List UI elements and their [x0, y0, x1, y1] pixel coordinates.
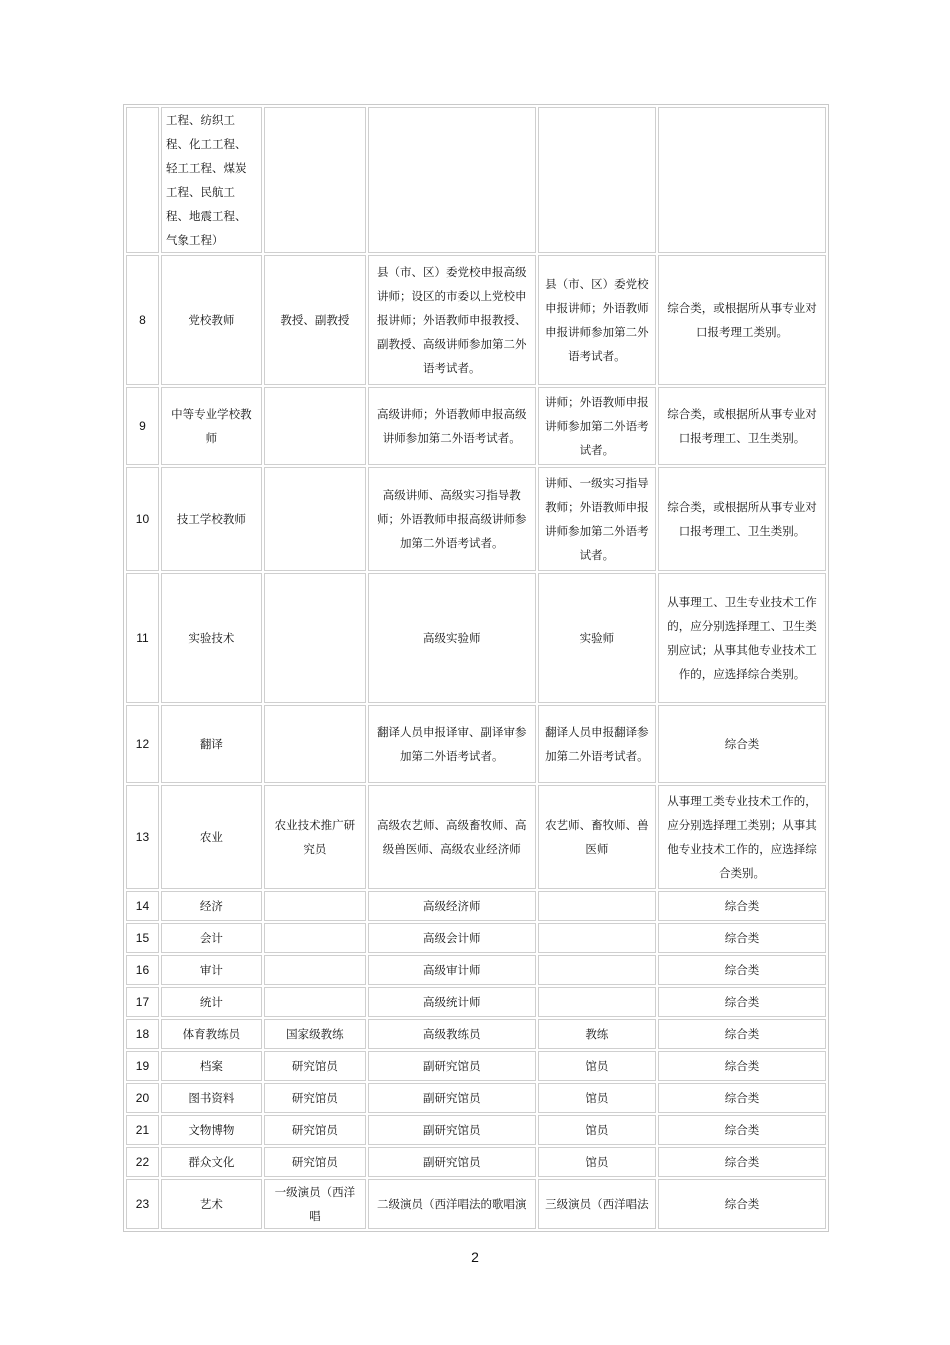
table-row	[126, 785, 826, 889]
cell-c3	[264, 107, 366, 253]
cell-no: 16	[126, 955, 159, 985]
title-exam-category-table	[123, 104, 829, 1232]
cell-c5: 农艺师、畜牧师、兽医师	[538, 785, 656, 889]
qualification-table-page	[123, 104, 829, 1232]
cell-c3: 研究馆员	[264, 1051, 366, 1081]
cell-c4: 二级演员（西洋唱法的歌唱演	[368, 1179, 536, 1229]
cell-name: 图书资料	[161, 1083, 262, 1113]
cell-c4: 翻译人员申报译审、副译审参加第二外语考试者。	[368, 705, 536, 783]
cell-no: 18	[126, 1019, 159, 1049]
table-row	[126, 1051, 826, 1081]
cell-c6: 综合类	[658, 1115, 826, 1145]
cell-name: 体育教练员	[161, 1019, 262, 1049]
cell-c4: 高级实验师	[368, 573, 536, 703]
cell-name: 统计	[161, 987, 262, 1017]
cell-c4: 高级审计师	[368, 955, 536, 985]
cell-c5: 馆员	[538, 1051, 656, 1081]
cell-c6: 综合类，或根据所从事专业对口报考理工、卫生类别。	[658, 387, 826, 465]
table-row	[126, 1147, 826, 1177]
table-row	[126, 1179, 826, 1229]
cell-c5: 讲师；外语教师申报讲师参加第二外语考试者。	[538, 387, 656, 465]
cell-c5	[538, 891, 656, 921]
cell-no: 8	[126, 255, 159, 385]
cell-c3: 一级演员（西洋唱	[264, 1179, 366, 1229]
cell-name: 农业	[161, 785, 262, 889]
cell-c5	[538, 987, 656, 1017]
table-row	[126, 107, 826, 253]
table-row	[126, 955, 826, 985]
cell-c6: 综合类，或根据所从事专业对口报考理工类别。	[658, 255, 826, 385]
cell-c6: 综合类	[658, 1019, 826, 1049]
table-row	[126, 923, 826, 953]
cell-no: 13	[126, 785, 159, 889]
cell-c6: 综合类	[658, 1147, 826, 1177]
cell-c4: 高级讲师、高级实习指导教师；外语教师申报高级讲师参加第二外语考试者。	[368, 467, 536, 571]
table-row	[126, 1019, 826, 1049]
table-row	[126, 1083, 826, 1113]
cell-c3	[264, 467, 366, 571]
cell-c3: 教授、副教授	[264, 255, 366, 385]
cell-c4: 副研究馆员	[368, 1115, 536, 1145]
cell-name: 中等专业学校教师	[161, 387, 262, 465]
cell-c3: 农业技术推广研究员	[264, 785, 366, 889]
cell-no: 14	[126, 891, 159, 921]
cell-c6: 综合类	[658, 891, 826, 921]
cell-c6: 综合类	[658, 987, 826, 1017]
cell-c4: 高级讲师；外语教师申报高级讲师参加第二外语考试者。	[368, 387, 536, 465]
cell-c5: 县（市、区）委党校申报讲师；外语教师申报讲师参加第二外语考试者。	[538, 255, 656, 385]
cell-no: 15	[126, 923, 159, 953]
table-row	[126, 891, 826, 921]
cell-c4: 副研究馆员	[368, 1083, 536, 1113]
cell-c3	[264, 955, 366, 985]
cell-c5: 馆员	[538, 1115, 656, 1145]
cell-c6	[658, 107, 826, 253]
cell-c5: 讲师、一级实习指导教师；外语教师申报讲师参加第二外语考试者。	[538, 467, 656, 571]
table-row	[126, 573, 826, 703]
table-row	[126, 1115, 826, 1145]
cell-name: 翻译	[161, 705, 262, 783]
cell-name: 工程、纺织工程、化工工程、轻工工程、煤炭工程、民航工程、地震工程、气象工程）	[161, 107, 262, 253]
cell-no: 12	[126, 705, 159, 783]
cell-c5: 实验师	[538, 573, 656, 703]
cell-c4	[368, 107, 536, 253]
cell-no: 11	[126, 573, 159, 703]
cell-c6: 综合类	[658, 705, 826, 783]
cell-c6: 从事理工、卫生专业技术工作的，应分别选择理工、卫生类别应试；从事其他专业技术工作的，应选择综合类别。	[658, 573, 826, 703]
page-number: 2	[471, 1249, 479, 1265]
cell-c3	[264, 705, 366, 783]
table-row	[126, 387, 826, 465]
cell-c5: 馆员	[538, 1083, 656, 1113]
cell-c3	[264, 387, 366, 465]
table-row	[126, 467, 826, 571]
cell-c5: 馆员	[538, 1147, 656, 1177]
cell-c6: 综合类	[658, 923, 826, 953]
cell-c6: 综合类，或根据所从事专业对口报考理工、卫生类别。	[658, 467, 826, 571]
cell-c6: 综合类	[658, 1179, 826, 1229]
cell-c5: 教练	[538, 1019, 656, 1049]
cell-name: 会计	[161, 923, 262, 953]
cell-c5: 翻译人员申报翻译参加第二外语考试者。	[538, 705, 656, 783]
cell-c4: 高级统计师	[368, 987, 536, 1017]
cell-c4: 高级农艺师、高级畜牧师、高级兽医师、高级农业经济师	[368, 785, 536, 889]
cell-c5	[538, 923, 656, 953]
cell-c4: 高级经济师	[368, 891, 536, 921]
cell-c5: 三级演员（西洋唱法	[538, 1179, 656, 1229]
cell-name: 党校教师	[161, 255, 262, 385]
table-row	[126, 255, 826, 385]
cell-no: 19	[126, 1051, 159, 1081]
table-row	[126, 705, 826, 783]
cell-c4: 副研究馆员	[368, 1051, 536, 1081]
table-row	[126, 987, 826, 1017]
cell-c4: 县（市、区）委党校申报高级讲师；设区的市委以上党校申报讲师；外语教师申报教授、副教授、高级讲师参加第二外语考试者。	[368, 255, 536, 385]
cell-c3	[264, 923, 366, 953]
cell-c4: 副研究馆员	[368, 1147, 536, 1177]
cell-name: 经济	[161, 891, 262, 921]
cell-c5	[538, 107, 656, 253]
cell-name: 实验技术	[161, 573, 262, 703]
cell-c6: 综合类	[658, 955, 826, 985]
cell-c5	[538, 955, 656, 985]
cell-no: 21	[126, 1115, 159, 1145]
cell-no: 23	[126, 1179, 159, 1229]
cell-name: 艺术	[161, 1179, 262, 1229]
cell-c3	[264, 891, 366, 921]
cell-c3	[264, 987, 366, 1017]
cell-no	[126, 107, 159, 253]
cell-c3: 研究馆员	[264, 1147, 366, 1177]
cell-no: 20	[126, 1083, 159, 1113]
cell-c3	[264, 573, 366, 703]
cell-name: 文物博物	[161, 1115, 262, 1145]
cell-c3: 国家级教练	[264, 1019, 366, 1049]
cell-c3: 研究馆员	[264, 1083, 366, 1113]
cell-no: 17	[126, 987, 159, 1017]
cell-name: 技工学校教师	[161, 467, 262, 571]
cell-name: 群众文化	[161, 1147, 262, 1177]
cell-c4: 高级会计师	[368, 923, 536, 953]
cell-c3: 研究馆员	[264, 1115, 366, 1145]
cell-c4: 高级教练员	[368, 1019, 536, 1049]
cell-no: 22	[126, 1147, 159, 1177]
cell-name: 档案	[161, 1051, 262, 1081]
cell-c6: 综合类	[658, 1083, 826, 1113]
cell-no: 9	[126, 387, 159, 465]
cell-name: 审计	[161, 955, 262, 985]
cell-c6: 从事理工类专业技术工作的，应分别选择理工类别；从事其他专业技术工作的，应选择综合类别。	[658, 785, 826, 889]
cell-no: 10	[126, 467, 159, 571]
cell-c6: 综合类	[658, 1051, 826, 1081]
